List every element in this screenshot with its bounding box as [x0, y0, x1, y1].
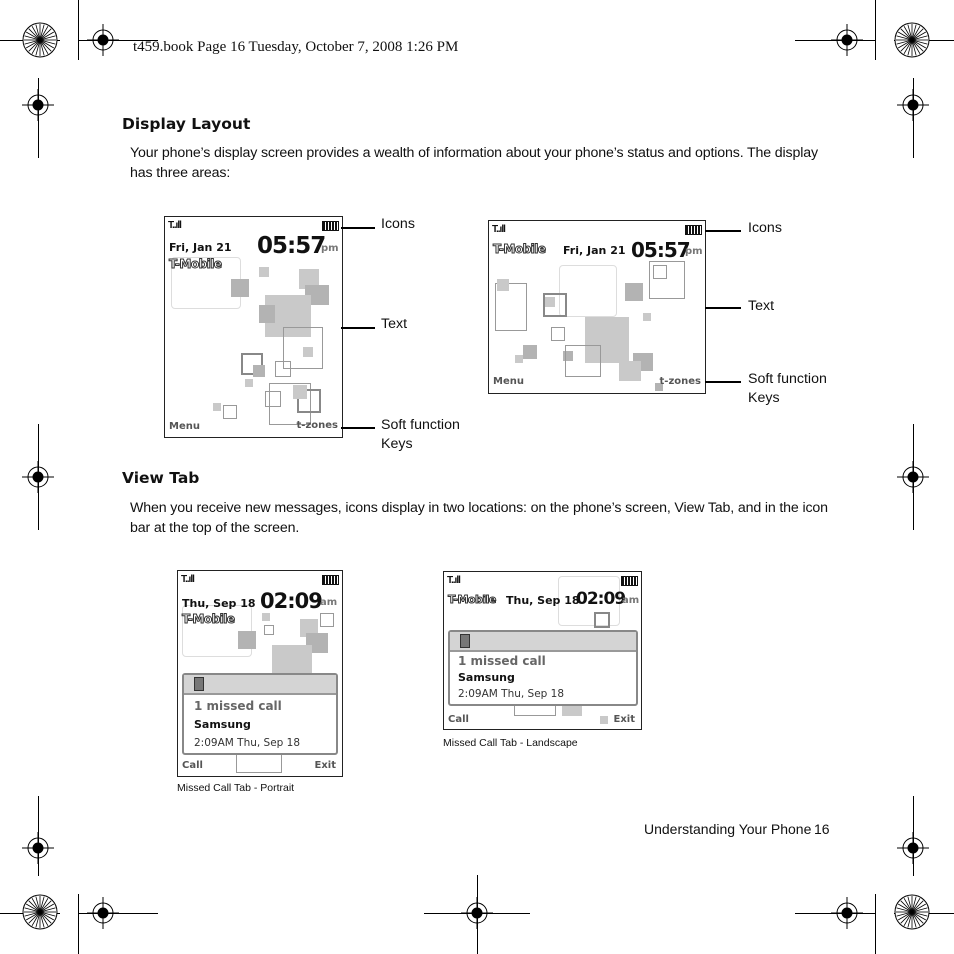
carrier-logo: T-Mobile: [169, 257, 222, 271]
portrait-missed-call-screen: [177, 570, 343, 777]
missed-call-icon: [460, 634, 470, 648]
callout-softkeys-line2: Keys: [381, 436, 413, 452]
popup-title: 1 missed call: [194, 699, 282, 713]
home-clock: 05:57: [257, 233, 326, 259]
display-layout-paragraph: Your phone’s display screen provides a wealth of information about your phone’s status and options. The display has three areas:: [130, 145, 818, 181]
caption-landscape: Missed Call Tab - Landscape: [443, 737, 578, 749]
carrier-logo: T-Mobile: [493, 242, 546, 256]
callout-text: Text: [748, 298, 775, 314]
landscape-home-screen: [488, 220, 706, 394]
portrait-home-screen: [164, 216, 343, 438]
right-softkey[interactable]: t-zones: [659, 376, 701, 387]
callout-icons: Icons: [748, 220, 782, 236]
wallpaper-square: [625, 283, 643, 301]
wallpaper-square: [515, 355, 523, 363]
callout-text: Text: [381, 316, 408, 332]
right-softkey[interactable]: t-zones: [296, 420, 338, 431]
popup-timestamp: 2:09AM Thu, Sep 18: [194, 737, 301, 749]
wallpaper-square: [293, 385, 307, 399]
battery-icon: [322, 221, 339, 231]
wallpaper-square: [275, 361, 291, 377]
wallpaper-square: [559, 265, 617, 317]
wallpaper-square: [545, 297, 555, 307]
call-softkey[interactable]: Call: [182, 760, 203, 771]
popup-caller: Samsung: [194, 718, 251, 731]
exit-softkey[interactable]: Exit: [613, 714, 635, 725]
callout-softkeys-line1: Soft function: [381, 417, 460, 433]
battery-icon: [685, 225, 702, 235]
home-clock: 02:09: [576, 589, 626, 609]
home-ampm: pm: [321, 243, 339, 254]
wallpaper-square: [264, 625, 274, 635]
carrier-logo: T-Mobile: [182, 612, 235, 626]
callout-line-softkeys: [705, 381, 741, 383]
signal-strength-icon: T..ıll: [181, 574, 194, 585]
call-softkey[interactable]: Call: [448, 714, 469, 725]
home-ampm: am: [320, 597, 338, 608]
wallpaper-square: [223, 405, 237, 419]
wallpaper-square: [643, 313, 651, 321]
popup-timestamp: 2:09AM Thu, Sep 18: [458, 688, 565, 700]
callout-line-icons: [341, 227, 375, 229]
home-date: Thu, Sep 18: [182, 597, 256, 610]
wallpaper-square: [262, 613, 270, 621]
home-date: Fri, Jan 21: [563, 244, 626, 257]
home-clock: 02:09: [260, 589, 322, 613]
wallpaper-square: [551, 327, 565, 341]
wallpaper-square: [231, 279, 249, 297]
home-date: Thu, Sep 18: [506, 594, 580, 607]
callout-line-icons: [705, 230, 741, 232]
popup-caller: Samsung: [458, 671, 515, 684]
callout-softkeys-line2: Keys: [748, 390, 780, 406]
callout-softkeys-line1: Soft function: [748, 371, 827, 387]
exit-softkey[interactable]: Exit: [314, 760, 336, 771]
wallpaper-square: [259, 267, 269, 277]
wallpaper-square: [600, 716, 608, 724]
wallpaper-square: [245, 379, 253, 387]
home-ampm: am: [622, 595, 640, 606]
callout-softkeys: [381, 416, 460, 454]
callout-line-text: [341, 327, 375, 329]
wallpaper-square: [303, 347, 313, 357]
page-number: 16: [814, 821, 830, 837]
wallpaper-square: [320, 613, 334, 627]
view-tab-bar: [450, 632, 636, 652]
wallpaper-square: [272, 645, 312, 675]
home-clock: 05:57: [631, 238, 690, 262]
missed-call-icon: [194, 677, 204, 691]
signal-strength-icon: T..ıll: [168, 220, 181, 231]
home-ampm: pm: [685, 246, 703, 257]
callout-line-softkeys: [341, 427, 375, 429]
running-head: t459.book Page 16 Tuesday, October 7, 2008 1:26 PM: [133, 39, 459, 55]
signal-strength-icon: T..ıll: [492, 224, 505, 235]
battery-icon: [621, 576, 638, 586]
signal-strength-icon: T..ıll: [447, 575, 460, 586]
left-softkey[interactable]: Menu: [169, 421, 200, 432]
landscape-missed-call-screen: [443, 571, 642, 730]
wallpaper-square: [213, 403, 221, 411]
battery-icon: [322, 575, 339, 585]
carrier-logo: T-Mobile: [448, 593, 496, 606]
wallpaper-square: [253, 365, 265, 377]
footer-section-title: Understanding Your Phone: [644, 821, 812, 837]
missed-call-tab[interactable]: [448, 630, 638, 706]
missed-call-tab[interactable]: [182, 673, 338, 755]
wallpaper-square: [619, 361, 641, 381]
wallpaper-square: [523, 345, 537, 359]
section-heading-display-layout: Display Layout: [122, 115, 251, 133]
wallpaper-square: [497, 279, 509, 291]
popup-title: 1 missed call: [458, 654, 546, 668]
section-heading-view-tab: View Tab: [122, 469, 200, 487]
callout-softkeys: [748, 370, 827, 408]
home-date: Fri, Jan 21: [169, 241, 232, 254]
wallpaper-square: [259, 305, 275, 323]
wallpaper-square: [594, 612, 610, 628]
wallpaper-square: [565, 345, 601, 377]
left-softkey[interactable]: Menu: [493, 376, 524, 387]
wallpaper-square: [265, 391, 281, 407]
view-tab-bar: [184, 675, 336, 695]
wallpaper-square: [653, 265, 667, 279]
wallpaper-square: [238, 631, 256, 649]
callout-line-text: [705, 307, 741, 309]
caption-portrait: Missed Call Tab - Portrait: [177, 782, 295, 794]
view-tab-paragraph: When you receive new messages, icons display in two locations: on the phone’s screen, View Tab, and in the icon bar at the top of the screen.: [130, 500, 828, 536]
callout-icons: Icons: [381, 216, 415, 232]
